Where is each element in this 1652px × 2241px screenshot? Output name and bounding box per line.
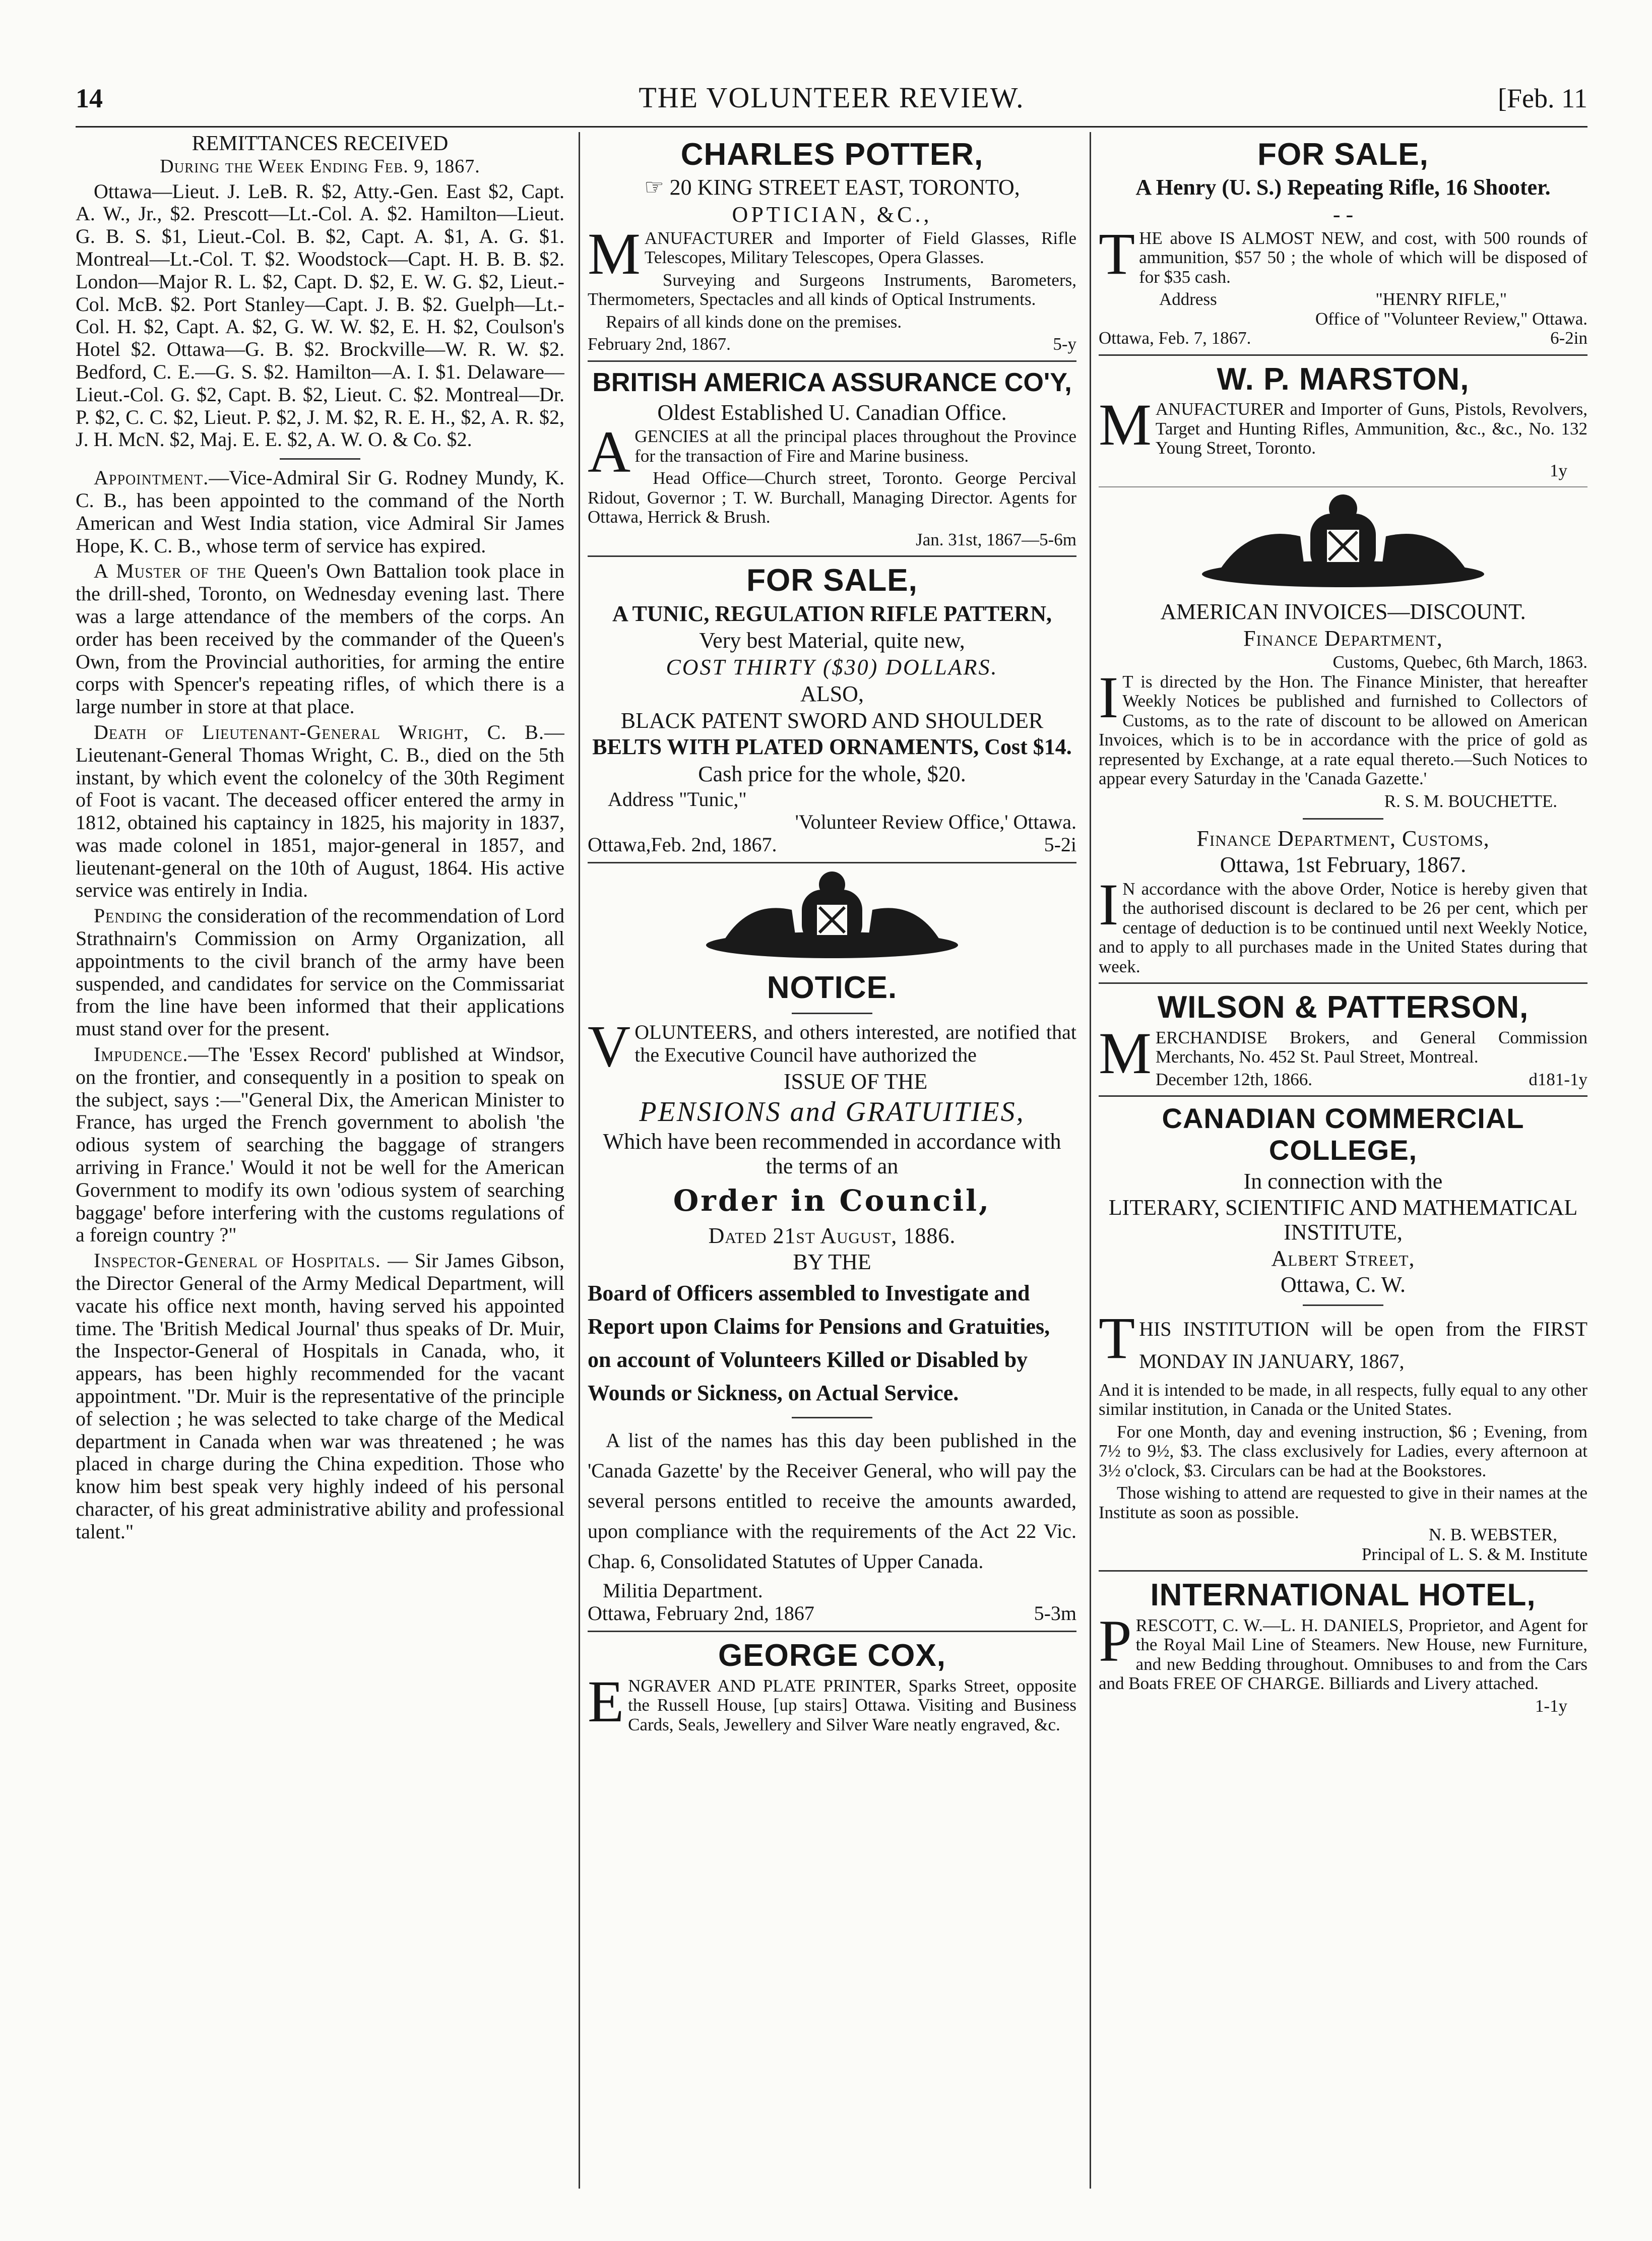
- ad-cox-body: ENGRAVER AND PLATE PRINTER, Sparks Street, opposite the Russell House, [up stairs] Ottawa. Visiting and Business Cards, Seals, Jewellery and Silver Ware neatly engraved, &c.: [588, 1668, 1076, 1734]
- issue-date: [Feb. 11: [1498, 83, 1587, 113]
- ad-college-line: LITERARY, SCIENTIFIC AND MATHEMATICAL INSTITUTE,: [1108, 1195, 1578, 1244]
- ad-code: 1y: [1550, 460, 1567, 480]
- article-lead: Death of Lieutenant-General Wright, C. B.: [94, 720, 544, 743]
- article-body: —Vice-Admiral Sir G. Rodney Mundy, K. C. B., has been appointed to the command of the North American and West India station, vice Admiral Sir James Hope, K. C. B., whose term of service has expired.: [76, 466, 564, 557]
- article-body: —The 'Essex Record' published at Windsor, on the frontier, and consequently in a position to speak on the subject, says :—"General Dix, the American Minister to France, has urged the French government to abolish 'the odious system of searching the baggage of strangers arriving in France.' Would it not be well for the American Government to modify its own 'odious system of searching baggage' before interfering with the customs regulations of a foreign country ?": [76, 1043, 564, 1247]
- ad-potter-address: ☞ 20 KING STREET EAST, TORONTO,: [644, 175, 1020, 200]
- ad-tunic-footer: [588, 834, 1076, 856]
- ad-cox-name: GEORGE COX,: [718, 1638, 946, 1673]
- ad-date: December 12th, 1866.: [1155, 1069, 1312, 1089]
- ad-divider: [588, 1631, 1076, 1632]
- notice-list: A list of the names has this day been published in the 'Canada Gazette' by the Receiver General, who will pay the several persons entitled to receive the amounts awarded, upon compliance with the requirements of the Act 22 Vic. Chap. 6, Consolidated Statutes of Upper Canada.: [588, 1428, 1076, 1573]
- notice-footer: [588, 1602, 1076, 1625]
- invoices-place: Customs, Quebec, 6th March, 1863.: [1332, 652, 1587, 672]
- notice-board: Board of Officers assembled to Investigate and Report upon Claims for Pensions and Gratuities, on account of Volunteers Killed or Disabled by Wounds or Sickness, on Actual Service.: [588, 1280, 1050, 1405]
- invoices-body: IT is directed by the Hon. The Finance Minister, that hereafter Weekly Notices be published and furnished to Collectors of Customs, as to the rate of discount to be allowed on American Invoices, which is to be in accordance with the price of gold as represented by Exchange, at a rate equal thereto.—Such Notices to appear every Saturday in the 'Canada Gazette.': [1099, 664, 1587, 789]
- ad-wilson-name: WILSON & PATTERSON,: [1157, 990, 1529, 1025]
- finance-department: Finance Department, Customs,: [1196, 826, 1490, 851]
- article-impudence: [76, 1043, 564, 1247]
- article-death-wright: [76, 721, 564, 902]
- ad-wilson-body: MERCHANDISE Brokers, and General Commission Merchants, No. 452 St. Paul Street, Montreal.: [1099, 1020, 1587, 1086]
- article-body: — Sir James Gibson, the Director General of the Army Medical Department, will vacate his office next month, having served his appointed time. The 'British Medical Journal' thus speaks of Dr. Muir, the Inspector-General of Hospitals in Canada, who, it appears, has been highly recommended for the vacant appointment. "Dr. Muir is the representative of the principle of selection ; he was selected to take charge of the Medical department in Canada when war was threatened ; he was placed in charge during the China expedition. Those who know him best speak very highly indeed of his personal character, of his great administrative ability and professional talent.": [76, 1249, 564, 1543]
- ad-marston-name: W. P. MARSTON,: [1217, 361, 1470, 397]
- column-advertisements-right: [1099, 132, 1587, 2189]
- article-body: the consideration of the recommendation of Lord Strathnairn's Commission on Army Organization, all appointments to the civil branch of the army have been suspended, and candidates for service on the Commissariat from the line have been informed that their applications must stand over for the present.: [76, 904, 564, 1040]
- ad-wilson-footer: [1156, 1070, 1587, 1090]
- article-appointment: [76, 467, 564, 557]
- ad-divider: [1099, 1570, 1587, 1572]
- ad-rifle-address-label: Address: [1159, 289, 1217, 309]
- ad-date: February 2nd, 1867.: [588, 334, 731, 354]
- ad-tunic-line: Address "Tunic,": [608, 788, 747, 811]
- ad-potter-trade: OPTICIAN, &C.,: [732, 202, 932, 227]
- ad-hotel-name: INTERNATIONAL HOTEL,: [1150, 1578, 1536, 1613]
- royal-arms-icon: [691, 869, 973, 965]
- ad-assurance-body: Head Office—Church street, Toronto. George Percival Ridout, Governor ; T. W. Burchall, Managing Director. Agents for Ottawa, Herrick & Brush.: [588, 468, 1076, 527]
- newspaper-page: [76, 76, 1587, 2193]
- ad-college-body: And it is intended to be made, in all respects, fully equal to any other similar institution, in Canada or the United States.: [1099, 1380, 1587, 1419]
- ad-potter-name: CHARLES POTTER,: [680, 137, 984, 172]
- page-number: 14: [76, 83, 103, 113]
- ad-assurance-body: AGENCIES at all the principal places throughout the Province for the transaction of Fire and Marine business.: [588, 419, 1076, 485]
- ad-assurance-sub: Oldest Established U. Canadian Office.: [657, 400, 1007, 425]
- ad-tunic-line: 'Volunteer Review Office,' Ottawa.: [795, 810, 1076, 833]
- ad-divider: [1099, 486, 1587, 487]
- ad-tunic-line: ALSO,: [800, 681, 864, 706]
- ad-tunic-item: A TUNIC, REGULATION RIFLE PATTERN,: [612, 601, 1052, 626]
- ornamental-rule: [1303, 1304, 1383, 1306]
- ad-code: 5-3m: [1034, 1601, 1076, 1625]
- article-pending: [76, 905, 564, 1040]
- ad-date: Ottawa, Feb. 7, 1867.: [1099, 328, 1251, 348]
- ornamental-rule: [1303, 818, 1383, 820]
- ornamental-rule: [792, 1013, 872, 1014]
- ad-assurance-date: Jan. 31st, 1867—5-6m: [916, 529, 1076, 549]
- invoices-title: AMERICAN INVOICES—DISCOUNT.: [1160, 599, 1526, 625]
- ad-rifle-item: A Henry (U. S.) Repeating Rifle, 16 Shooter.: [1135, 175, 1551, 200]
- ad-rifle-sep: - -: [1332, 202, 1354, 227]
- ad-date: Ottawa, February 2nd, 1867: [588, 1601, 814, 1625]
- ad-date: Ottawa,Feb. 2nd, 1867.: [588, 833, 777, 856]
- ad-college-line: Ottawa, C. W.: [1280, 1272, 1406, 1297]
- article-body: Queen's Own Battalion took place in the drill-shed, Toronto, on Wednesday evening last. There was a large attendance of the members of the corps. An order has been received by the commander of the Queen's Own, from the Provincial authorities, for arming the entire corps with Spencer's repeating rifles, of which there is a large number in store at that place.: [76, 559, 564, 718]
- ad-college-signature: Principal of L. S. & M. Institute: [1361, 1544, 1587, 1564]
- invoices-signature: R. S. M. BOUCHETTE.: [1384, 791, 1557, 811]
- notice-body: VOLUNTEERS, and others interested, are notified that the Executive Council have authorized the: [588, 1013, 1076, 1079]
- column-rule: [1090, 132, 1091, 2189]
- ad-college-line: In connection with the: [1243, 1168, 1443, 1194]
- article-lead: Pending: [94, 904, 163, 927]
- article-lead: A Muster of the: [94, 559, 246, 583]
- ad-divider: [1099, 354, 1587, 356]
- ad-potter-body: MANUFACTURER and Importer of Field Glasses, Rifle Telescopes, Military Telescopes, Opera Glasses.: [588, 220, 1076, 287]
- article-lead: Inspector-General of Hospitals.: [94, 1249, 381, 1272]
- remittances-heading: REMITTANCES RECEIVED: [192, 132, 449, 155]
- ad-tunic-line: BLACK PATENT SWORD AND SHOULDER: [620, 708, 1044, 733]
- notice-department: Militia Department.: [603, 1579, 763, 1602]
- newspaper-title: THE VOLUNTEER REVIEW.: [639, 81, 1025, 114]
- royal-arms-icon: [1187, 493, 1499, 594]
- column-rule: [579, 132, 580, 2189]
- ad-divider: [588, 862, 1076, 863]
- ad-code: 5-y: [1053, 334, 1076, 354]
- remittances-list: Ottawa—Lieut. J. LeB. R. $2, Atty.-Gen. East $2, Capt. A. W., Jr., $2. Prescott—Lt.-Col. A. $2. Hamilton—Lieut. G. B. S. $1, Lieut.-Col. B. $2, Capt. A. $1, A. G. $1. Montreal—Lt.-Col. T. $2. Woodstock—Capt. H. B. B. $2. London—Major R. L. $2, Capt. D. $2, E. W. G. $2, Lieut.-Col. McB. $2. Port Stanley—Capt. J. B. $2. Guelph—Lt.-Col. H. $2, Capt. A. $2, G. W. W. $2, E. H. $2, Coulson's Hotel $2. Ottawa—G. B. $2. Brockville—W. R. W. $2. Bedford, C. E.—G. S. $2. Hamilton—A. I. $1. Delaware—Lieut.-Col. G. $2, Capt. B. $2, Lieut. C. $2. Montreal—Dr. P. $2, C. C. $2, Lieut. P. $2, J. M. $2, R. E. H., $2, A. R. $2, J. H. McN. $2, Maj. E. E. $2, A. W. O. & Co. $2.: [76, 179, 564, 451]
- ad-rifle-body: THE above IS ALMOST NEW, and cost, with 500 rounds of ammunition, $57 50 ; the whole of which will be disposed of for $35 cash.: [1099, 220, 1587, 287]
- notice-recommended: Which have been recommended in accordance with the terms of an: [603, 1129, 1061, 1178]
- ad-code: 6-2in: [1550, 328, 1587, 348]
- notice-title: NOTICE.: [767, 970, 898, 1006]
- notice-pensions: PENSIONS and GRATUITIES,: [639, 1096, 1025, 1128]
- ad-tunic-line: Very best Material, quite new,: [699, 628, 965, 653]
- ad-rifle-office: Office of "Volunteer Review," Ottawa.: [1315, 308, 1587, 329]
- ad-college-line: Albert Street,: [1271, 1246, 1415, 1271]
- notice-by: BY THE: [793, 1250, 871, 1275]
- column-news: [76, 132, 564, 2189]
- article-body: —Lieutenant-General Thomas Wright, C. B., died on the 5th instant, by which event the colonelcy of the 30th Regiment of Foot is vacant. The deceased officer entered the army in 1812, obtained his captaincy in 1825, his majority in 1837, was made colonel in 1851, major-general in 1857, and lieutenant-general on the 10th of August, 1864. His active service was entirely in India.: [76, 720, 564, 902]
- notice-dated: Dated 21st August, 1886.: [708, 1223, 956, 1249]
- ad-code: d181-1y: [1529, 1069, 1587, 1089]
- ad-divider: [1099, 982, 1587, 984]
- notice-order-in-council: Order in Council,: [673, 1184, 991, 1218]
- ad-college-open: THIS INSTITUTION will be open from the FIRST MONDAY IN JANUARY, 1867,: [1099, 1304, 1587, 1373]
- ad-rifle-address: [1099, 290, 1587, 309]
- ad-tunic-line: BELTS WITH PLATED ORNAMENTS, Cost $14.: [592, 734, 1072, 760]
- ad-college-body: For one Month, day and evening instruction, $6 ; Evening, from 7½ to 9½, $3. The class exclusively for Ladies, every afternoon at 3½ o'clock, $3. Circulars can be had at the Bookstores.: [1099, 1421, 1587, 1480]
- ad-potter-footer: [588, 335, 1076, 354]
- ad-divider: [1099, 1095, 1587, 1097]
- invoices-department: Finance Department,: [1243, 626, 1443, 651]
- ad-code: 1-1y: [1535, 1696, 1567, 1716]
- finance-body: IN accordance with the above Order, Notice is hereby given that the authorised discount is declared to be 26 per cent, which per centage of deduction is to be continued until next Weekly Notice, and to apply to all purchases made in the United States during that week.: [1099, 871, 1587, 976]
- article-lead: Appointment.: [94, 466, 209, 489]
- ornamental-rule: [280, 458, 360, 460]
- ad-rifle-title: FOR SALE,: [1257, 137, 1429, 172]
- ad-tunic-title: FOR SALE,: [746, 563, 918, 598]
- ad-rifle-address-name: "HENRY RIFLE,": [1375, 289, 1507, 309]
- remittances-subheading: During the Week Ending Feb. 9, 1867.: [160, 156, 480, 177]
- ad-tunic-line: Cash price for the whole, $20.: [698, 761, 966, 786]
- finance-date: Ottawa, 1st February, 1867.: [1220, 852, 1467, 878]
- ad-code: 5-2i: [1044, 833, 1076, 856]
- ad-college-body: Those wishing to attend are requested to give in their names at the Institute as soon as possible.: [1099, 1483, 1587, 1522]
- column-advertisements-center: [588, 132, 1076, 2189]
- article-muster: [76, 560, 564, 718]
- page-header: [76, 76, 1587, 128]
- ad-hotel-body: PRESCOTT, C. W.—L. H. DANIELS, Proprietor, and Agent for the Royal Mail Line of Steamers. New House, new Furniture, and new Bedding throughout. Omnibuses to and from the Cars and Boats FREE OF CHARGE. Billiards and Livery attached.: [1099, 1607, 1587, 1694]
- notice-issue: ISSUE OF THE: [783, 1069, 928, 1094]
- article-lead: Impudence.: [94, 1043, 188, 1066]
- ad-college-signature: N. B. WEBSTER,: [1428, 1525, 1557, 1545]
- ad-potter-body: Repairs of all kinds done on the premises.: [606, 312, 902, 332]
- ornamental-rule: [792, 1417, 872, 1418]
- ad-potter-body: Surveying and Surgeons Instruments, Barometers, Thermometers, Spectacles and all kinds of Optical Instruments.: [588, 270, 1076, 309]
- ad-marston-body: MANUFACTURER and Importer of Guns, Pistols, Revolvers, Target and Hunting Rifles, Ammunition, &c., &c., No. 132 Young Street, Toronto.: [1099, 392, 1587, 458]
- ad-assurance-name: BRITISH AMERICA ASSURANCE CO'Y,: [592, 367, 1072, 397]
- ad-tunic-line: COST THIRTY ($30) DOLLARS.: [666, 655, 998, 680]
- article-inspector-general: [76, 1250, 564, 1543]
- ad-college-name: CANADIAN COMMERCIAL COLLEGE,: [1162, 1102, 1524, 1166]
- ad-rifle-footer: [1099, 329, 1587, 348]
- ad-divider: [588, 360, 1076, 362]
- ad-divider: [588, 555, 1076, 557]
